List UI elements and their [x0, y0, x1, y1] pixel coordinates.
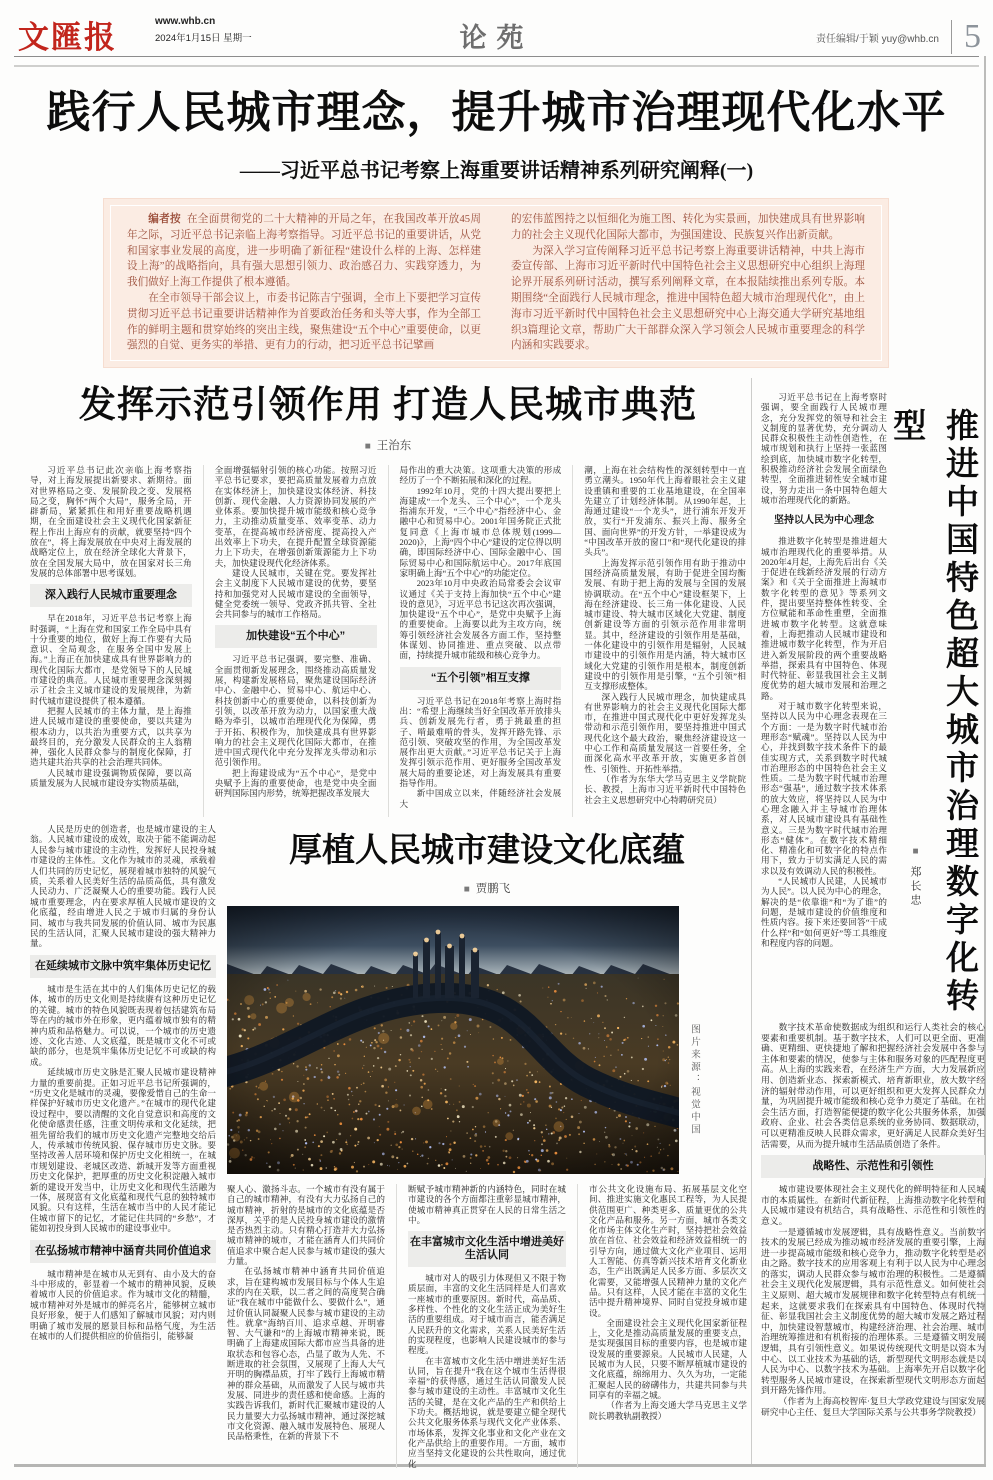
- article1-col1: [30, 465, 192, 817]
- paragraph: 全面建设社会主义现代化国家新征程上，文化是推动高质量发展的重要支点，是实现强国目标的重要内容，也是城市建设发展的重要源泉。人民城市人民建，人民城市为人民，只要不断厚植城市建设的文化底蕴，绵绵用力、久久为功，一定能汇聚起人民的磅礴伟力，共建共同参与共同享有的幸福之城。: [589, 1317, 747, 1400]
- page-number: 5: [951, 20, 981, 54]
- paragraph: 1992年10月，党的十四大提出要把上海建成“一个龙头、三个中心”，一个龙头指浦东开发，“三个中心”指经济中心、金融中心和贸易中心。2001年国务院正式批复同意《上海市城市总体规划(1999—2020)》，上海“四个中心”建设的定位得以明确，即国际经济中心、国际金融中心、国际贸易中心和国际航运中心。2017年底国家明确上海“五个中心”的功能定位。: [399, 485, 562, 578]
- newspaper-logo: 文匯报: [18, 20, 117, 55]
- aside-bottom: [761, 1022, 985, 1462]
- article-cultural-foundation: [227, 824, 747, 1468]
- paragraph: 把上海建设成为“五个中心”，是党中央赋予上海的重要使命，也是党中央全面研判国际国内形势，统筹把握改革发展大: [214, 767, 377, 799]
- paragraph: 深入践行人民城市理念，加快建成具有世界影响力的社会主义现代化国际大都市，在推进中国式现代化中更好发挥龙头带动和示范引领作用，要坚持推进中国式现代化这个最大政治，聚焦经济建设这一中心工作和高质量发展这一首要任务，全面深化高水平改革开放，实施更多首创性、引领性、开拓性举措。: [584, 691, 746, 774]
- author-note: （作者为上海高校智库·复旦大学政党建设与国家发展研究中心主任、复旦大学国际关系与公共事务学院教授）: [761, 1396, 985, 1417]
- paragraph: 对于城市数字化转型来说，坚持以人民为中心理念表现在三个方面：一是为数字时代城市治理形态“赋魂”。坚持以人民为中心，并找到数字技术条件下的最佳实现方式，关系到数字时代城市治理形态的中国特色社会主义性质。二是为数字时代城市治理形态“强基”，通过数字技术体系的放大效应，将坚持以人民为中心理念融入并主导城市治理体系，对人民城市建设具有基础性意义。三是为数字时代城市治理形态“健体”。在数字技术精细化、精准化和可数字化的特点作用下，致力于切实满足人民的需求以及有效调动人民的积极性。: [761, 701, 887, 876]
- paragraph: 把握人民城市的主体力量，是上海推进人民城市建设的重要使命，要以共建为根本动力，以共治为重要方式，以共享为最终目的，充分激发人民群众的主人翁精神，强化人民群众参与的制度化保障，打造共建共治共享的社会治理共同体。: [30, 705, 192, 768]
- aside-text-column: [761, 392, 887, 1016]
- masthead-date: 2024年1月15日 星期一: [155, 33, 252, 44]
- editor-note-col1: [127, 212, 481, 354]
- author-note: （作者为上海交通大学马克思主义学院长聘教轨副教授）: [589, 1400, 747, 1421]
- article3-author: 贾鹏飞: [475, 883, 511, 895]
- article1-col4: [572, 465, 746, 817]
- article3-col3: [396, 1184, 566, 1468]
- paragraph: “人民城市人民建，人民城市为人民”。以人民为中心的理念，解决的是“依靠谁”和“为了谁”的问题，是城市建设的价值维度和性质内容。接下来还要回答“干成什么样”和“如何更好”等工具维度和程度内容的问题。: [761, 876, 887, 948]
- article-demonstration-role: [30, 374, 746, 817]
- article3-col1: [30, 824, 216, 1462]
- article2-vertical-title: 推进中国特色超大城市治理数字化转型: [888, 408, 977, 1016]
- column-subhead: 在丰富城市文化生活中增进美好生活认同: [408, 1231, 566, 1267]
- paragraph: 在全市领导干部会议上，市委书记陈吉宁强调，全市上下要把学习宣传贯彻习近平总书记重要讲话精神作为首要政治任务和头等大事，作为全部工作的鲜明主题和贯穿始终的突出主线，聚焦建设“五个中心”重要使命，以更强烈的自觉、更务实的举措、更有力的行动，把习近平总书记擘画: [127, 292, 481, 352]
- masthead-rule-light: [14, 65, 979, 67]
- paragraph: 早在2018年，习近平总书记考察上海时强调，“上海在党和国家工作全局中具有十分重要的地位，做好上海工作要有大局意识、全局观念，在服务全国中发展上海。”上海正在加快建成具有世界影响力的现代化国际大都市，是党领导下的人民城市建设的典范。人民城市重要理念深刻揭示了社会主义城市建设的发展规律，为新时代城市建设提供了根本遵循。: [30, 613, 192, 706]
- paragraph: 推进数字化转型是推进超大城市治理现代化的重要举措。从2020年4月起，上海先后出台《关于促进在线新经济发展的行动方案》和《关于全面推进上海城市数字化转型的意见》等系列文件，提出要坚持整体性转变、全方位赋能和革命性重塑，全面推进城市数字化转型。这就意味着，上海把推动人民城市建设和推进城市数字化转型，作为开启进入新发展阶段的两个重要战略举措，探索具有中国特色、体现时代特征、彰显我国社会主义制度优势的超大城市发展和治理之路。: [761, 536, 887, 701]
- article2-author: 郑长忠: [909, 866, 921, 908]
- paragraph: 习近平总书记此次亲临上海考察指导，对上海发展提出新要求、新期待。面对世界格局之变、发展阶段之变、发展格局之变，胸怀“两个大局”，服务全局，开辟新局，紧紧抓住和用好重要战略机遇期，在全面建设社会主义现代化国家新征程上作出上海应有的贡献，就要坚持“四个放在”，将上海发展放在中央对上海发展的战略定位上，放在经济全球化大背景下，放在全国发展大局中，放在国家对长三角发展的总体部署中思考谋划。: [30, 465, 192, 578]
- author-marker-icon: ■: [364, 441, 371, 452]
- paragraph: 断赋予城市精神新的内涵特色，同时在城市建设的各个方面都注重彰显城市精神，使城市精神真正贯穿在人民的日常生活之中。: [408, 1184, 566, 1225]
- article1-columns: [30, 465, 746, 817]
- editor-note-box: [103, 198, 889, 368]
- article1-col2: [203, 465, 377, 817]
- column-subhead: 加快建设“五个中心”: [215, 625, 377, 648]
- paragraph: 为深入学习宣传阐释习近平总书记考察上海重要讲话精神，中共上海市委宣传部、上海市习近平新时代中国特色社会主义思想研究中心组织上海理论界开展系列研讨活动，撰写系列阐释文章，在本报陆续推出系列专版。本期围绕“全面践行人民城市理念，推进中国特色超大城市治理现代化”，由上海市习近平新时代中国特色社会主义思想研究中心上海交通大学研究基地组织3篇理论文章，帮助广大干部群众深入学习领会人民城市重要理念的科学内涵和实践要求。: [511, 245, 865, 352]
- article3-columns: [227, 1184, 747, 1468]
- article3-byline: [227, 880, 747, 896]
- paragraph: 2023年10月中央政治局常委会会议审议通过《关于支持上海加快“五个中心”建设的意见》，习近平总书记这次再次强调，加快建设“五个中心”，是党中央赋予上海的重要使命。上海要以此为主攻方向，统筹引领经济社会发展各方面工作，坚持整体谋划、协同推进、重点突破、以点带面，持续提升城市能级和核心竞争力。: [399, 578, 562, 661]
- responsible-editor: 责任编辑/于颖 yuy@whb.cn: [816, 33, 939, 45]
- paragraph: 全面增强辐射引领的核心功能。按照习近平总书记要求，要把高质量发展着力点放在实体经济上，加快建设实体经济、科技创新、现代金融、人力资源协同发展的产业体系。要加快提升城市能级和核心竞争力，主动推动质量变革、效率变革、动力变革，在提高城市经济密度、提高投入产出效率上下功夫，在提升配置全球资源能力上下功夫，在增强创新策源能力上下功夫，加快建设现代化经济体系。: [214, 465, 377, 568]
- paragraph: 城市对人的吸引力体现但又不限于物质层面，丰富的文化生活同样是人们喜欢一座城市的重要原因。新时代，高品质、多样性、个性化的文化生活正成为美好生活的重要组成。对于城市而言，能否满足人民跃升的文化需求，关系人民美好生活的实现程度，也影响人民建设城市的参与程度。: [408, 1273, 566, 1356]
- paragraph: 习近平总书记强调，要完整、准确、全面贯彻新发展理念，围绕推动高质量发展，构建新发展格局，聚焦建设国际经济中心、金融中心、贸易中心、航运中心、科技创新中心的重要使命，以科技创新为引领，以改革开放为动力，以国家重大战略为牵引，以城市治理现代化为保障，勇于开拓、积极作为，加快建成具有世界影响力的社会主义现代化国际大都市，在推进中国式现代化中充分发挥龙头带动和示范引领作用。: [214, 654, 377, 768]
- paragraph: 聚人心、激扬斗志。一个城市有没有属于自己的城市精神，有没有大力弘扬自己的城市精神，折射的是城市的文化底蕴是否深厚，关乎的是人民投身城市建设的激情是否热烈主动。只有精心打造并大力弘扬城市精神的城市，才能在涵育人们共同价值追求中聚合起人民参与城市建设的强大力量。: [227, 1184, 385, 1267]
- editor-note-col2: [511, 212, 865, 354]
- aside-column-rule: [751, 378, 752, 1464]
- column-subhead: 深入践行人民城市重要理念: [30, 584, 192, 607]
- paragraph: 的宏伟蓝图持之以恒细化为施工图、转化为实景画，加快建成具有世界影响力的社会主义现代化国际大都市，为强国建设、民族复兴作出新贡献。: [511, 214, 865, 241]
- paragraph: 建设人民城市，关键在党。要发挥社会主义制度下人民城市建设的优势，要坚持和加强党对人民城市建设的全面领导，健全党委统一领导、党政齐抓共管、全社会共同参与的城市工作格局。: [214, 567, 377, 620]
- author-marker-icon: ■: [910, 846, 921, 860]
- article3-title: 厚植人民城市建设文化底蕴: [289, 833, 685, 869]
- paragraph: 数字技术革命使数据成为组织和运行人类社会的核心要素和重要机制。基于数字技术，人们可以更全面、更准确、更精细、更快捷地了解和把握经济社会发展中各参与主体和要素的情况，使参与主体和服务对象的匹配程度更高。从上海的实践来看，在经济生产方面，大力发展新应用、创造新业态、探索新模式、培育新职业，放大数字经济的辐射带动作用，可以更好组织和更大发挥人民群众力量，为巩固提升城市能级和核心竞争力奠定了基础。在社会生活方面，打造智能便捷的数字化公共服务体系，加强政府、企业、社会各类信息系统的业务协同、数据联动，可以更精准反映人民群众需求，更好满足人民群众美好生活需要，从而为提升城市生活品质创造了条件。: [761, 1022, 985, 1149]
- author-note: （作者为东华大学马克思主义学院院长、教授，上海市习近平新时代中国特色社会主义思想研究中心特聘研究员）: [584, 773, 746, 805]
- paragraph: 一是遵循城市发展逻辑，具有战略性意义。当前数字技术的发展已经成为推动城市经济发展的重要引擎，上海进一步提高城市能级和核心竞争力，推动数字化转型是必由之路。数字技术的应用客观上有利于以人民为中心理念的落实，调动人民群众参与城市治理的积极性。二是遵循社会主义现代化发展逻辑，具有示范性意义。如何使社会主义原则、超大城市发展规律和数字化转型特点有机统一起来，这就要求我们在探索具有中国特色、体现时代特征、彰显我国社会主义制度优势的超大城市发展之路过程中，加快建设智慧城市，构建经济治理、社会治理、城市治理统筹推进和有机衔接的治理体系。三是遵循文明发展逻辑，具有引领性意义。如果说传统现代文明是以资本为中心、以工业技术为基础的话，新型现代文明形态就是以人民为中心、以数字技术为基础。上海率先开启以数字化转型服务人民城市建设，在探索新型现代文明形态方面起到开路先锋作用。: [761, 1226, 985, 1396]
- article1-title: 发挥示范引领作用 打造人民城市典范: [78, 385, 698, 426]
- editor-note-label: 编者按: [148, 214, 181, 225]
- paragraph: 人民是历史的创造者，也是城市建设的主人翁。人民城市建设的成效，取决于能不能调动起人民参与城市建设的主动性，发挥好人民投身城市建设的主体性。文化作为城市的灵魂，承载着人们共同的历史记忆，展现着城市独特的风貌气质，关系着人民美好生活的品质高低，具有激发人民动力、广泛凝聚人心的重要功能。践行人民城市重要理念，内在要求厚植人民城市建设的文化底蕴，经由增进人民之于城市归属的身份认同、城市与我共同发展的价值认同、城市为民惠民的生活认同，汇聚人民城市建设的强大精神力量。: [30, 824, 216, 949]
- paragraph: 在丰富城市文化生活中增进美好生活认同，旨在提升“我在这个城市生活得很幸福”的获得感，通过生活认同激发人民参与城市建设的主动性。丰富城市文化生活的关键，是在文化产品的生产和供给上下功夫。概括地说，就是要建立健全现代公共文化服务体系与现代文化产业体系、市场体系，发挥文化事业和文化产业在文化产品供给上的重要作用。一方面，城市应当坚持文化建设的公共性取向，通过优化: [408, 1355, 566, 1468]
- lead-headline-block: [0, 76, 993, 183]
- paragraph: 习近平总书记在2018年考察上海时指出：“希望上海继续当好全国改革开放排头兵、创新发展先行者，勇于挑最重的担子、啃最难啃的骨头，发挥开路先锋、示范引领、突破攻坚的作用，为全国改革发展作出更大贡献。”习近平总书记关于上海发挥引领示范作用、更好服务全国改革发展大局的重要论述，对上海发展具有重要指导作用。: [399, 695, 562, 789]
- article1-col3: [388, 465, 562, 817]
- paragraph: 上海发挥示范引领作用有助于推动中国经济高质量发展，有助于促进全国均衡发展、有助于把上海的发展与全国的发展协调联动。在“五个中心”建设框架下，上海在经济建设、长三角一体化建设、人民城市建设、特大城市区域化大党建、制度创新建设等方面的引领示范作用非常明显。其中，经济建设的引领作用是基础，一体化建设中的引领作用是辐射，人民城市建设中的引领作用是内涵，特大城市区域化大党建的引领作用是根本，制度创新建设中的引领作用是引擎，“五个引领”相互支撑形成整体。: [584, 557, 746, 692]
- author-marker-icon: ■: [463, 884, 470, 895]
- column-subhead: 坚持以人民为中心理念: [774, 515, 874, 527]
- paragraph: 城市建设要体现社会主义现代化的鲜明特征和人民城市的本质属性。在新时代新征程，上海推动数字化转型和人民城市建设有机结合，具有战略性、示范性和引领性的意义。: [761, 1184, 985, 1226]
- aside-top: [761, 378, 985, 1018]
- column-subhead: 战略性、示范性和引领性: [761, 1155, 985, 1178]
- article1-byline: [30, 437, 746, 453]
- page-subtitle: ——习近平总书记考察上海重要讲话精神系列研究阐释(一): [239, 160, 754, 182]
- article3-col2: [227, 1184, 385, 1468]
- masthead-website: www.whb.cn: [155, 16, 216, 27]
- paragraph: 人民城市建设强调物质保障，要以高质量发展为人民城市建设夯实物质基础，: [30, 767, 192, 789]
- masthead: [0, 6, 993, 54]
- column-subhead: 在弘扬城市精神中涵育共同价值追求: [30, 1240, 216, 1263]
- page-title: 践行人民城市理念，提升城市治理现代化水平: [46, 88, 947, 137]
- paragraph: 延续城市历史文脉是汇聚人民城市建设精神力量的重要前提。正如习近平总书记所强调的，“历史文化是城市的灵魂，要像爱惜自己的生命一样保护好城市历史文化遗产。”在城市的现代化建设过程中，要以清醒的文化自觉意识和高度的文化使命感责任感，注重文明传承和文化延续，把祖先留给我们的城市历史文化遗产完整地交给后人，传承城市传统风貌、保存城市历史文脉。要坚持改善人居环境和保护历史文化相统一，在城市规划建设、老城区改造、新城开发等方面重视历史文化保护，把厚重的历史文化积淀融入城市新的建设开发当中，让历史文化和现代生活融为一体，展现富有文化底蕴和现代气息的独特城市风貌。只有这样，生活在城市当中的人民才能记住城市留下的记忆，才能记住共同的“乡愁”，才能如初投身到人民城市的建设事业中。: [30, 1067, 216, 1234]
- paragraph: 潮，上海在社会结构性的深刻转型中一直勇立潮头。1950年代上海着眼社会主义建设重镇和重要的工业基地建设，在全国率先建立了计划经济体制。从1990年起，上海通过建设“一个龙头”，进行浦东开发开放，实行“开发浦东、振兴上海、服务全国、面向世界”的开发方针，一举建设成为“中国改革开放的窗口”和“现代化建设的排头兵”。: [584, 465, 746, 558]
- paragraph: 习近平总书记在上海考察时强调，要全面践行人民城市理念，充分发挥党的领导和社会主义制度的显著优势，充分调动人民群众积极性主动性创造性，在城市规划和执行上坚持一张蓝图绘到底，加快城市数字化转型，积极推动经济社会发展全面绿色转型，全面推进韧性安全城市建设，努力走出一条中国特色超大城市治理现代化的新路。: [761, 392, 887, 505]
- article-digital-transformation: [761, 378, 985, 1464]
- article1-author: 王治东: [376, 440, 412, 452]
- paragraph: 城市精神是在城市从无到有、由小及大的奋斗中形成的，彰显着一个城市的精神风貌，反映着城市人民的价值追求。作为城市文化的精髓，城市精神对外是城市的鲜亮名片，能够树立城市良好形象，便于人们感知了解城市风貌；对内则明确了城市发展的愿景目标和品格气度，为生活在城市的人们提供相应的价值指引，能够凝: [30, 1268, 216, 1342]
- photo-caption: 图片来源：视觉中国: [689, 1024, 700, 1137]
- photo-shanghai-night: [227, 906, 679, 1174]
- paragraph: 局作出的重大决策。这项重大决策的形成经历了一个不断拓展和深化的过程。: [399, 465, 562, 486]
- paragraph: 市公共文化设施布局、拓展基层文化空间、推进实施文化惠民工程等，为人民提供范围更广、种类更多、质量更优的公共文化产品和服务。另一方面，城市各类文化市场主体文化生产时，坚持把社会效益放在首位、社会效益和经济效益相统一的引导方向，通过做大文化产业项目、运用人工智能、仿真等新兴技术培育文化新业态，生产出既满足人民多方面、多层次文化需要，又能增强人民精神力量的文化产品。只有这样，人民才能在丰富的文化生活中提升精神境界、同时自觉投身城市建设。: [589, 1184, 747, 1318]
- paragraph: 在弘扬城市精神中涵育共同价值追求，旨在建构城市发展目标与个体人生追求的内在关联，以二者之间的高度契合确证“我在城市中能做什么、要做什么”，通过价值认同凝聚人民参与城市建设的主动性。就拿“海纳百川、追求卓越、开明睿智、大气谦和”的上海城市精神来说，既明确了上海建成国际大都市应当具备的进取状态和包容心态，凸显了敢为人先、不断进取的社会氛围，又展现了上海人大气开明的胸襟品质，打牢了践行上海城市精神的群众基础，从而激发了人民与城市共发展、同进步的责任感和使命感。上海的实践告诉我们，新时代汇聚城市建设的人民力量要大力弘扬城市精神，通过深挖城市文化资源、融入城市发展特色、展现人民品格秉性，在新的背景下不: [227, 1266, 385, 1442]
- column-subhead: “五个引领”相互支撑: [400, 667, 562, 690]
- column-subhead: 在延续城市文脉中筑牢集体历史记忆: [30, 955, 216, 978]
- photo-block: [227, 906, 700, 1174]
- paragraph: 新中国成立以来，伴随经济社会发展大: [399, 788, 562, 809]
- paragraph: 编者按 在全面贯彻党的二十大精神的开局之年，在我国改革开放45周年之际，习近平总书记亲临上海考察指导。习近平总书记的重要讲话，从党和国家事业发展的高度，进一步明确了新征程“建设什么样的上海、怎样建设上海”的战略指向，具有强大思想引领力、政治感召力、实践穿透力，为我们做好上海工作提供了根本遵循。: [127, 214, 481, 289]
- editor-note-body: [127, 212, 865, 354]
- paragraph: 城市是生活在其中的人们集体历史记忆的载体，城市的历史文化则是持续赓有这种历史记忆的关键。城市的特色风貌既表现着包括建筑布局等在内的城市外在形象，更内蕴着城市独有的精神内质和品格魅力。可以说，一个城市的历史遗迹、文化古迹、人文底蕴，既是城市文化不可或缺的部分，也是筑牢集体历史记忆不可或缺的构成。: [30, 983, 216, 1067]
- article3-col4: [577, 1184, 747, 1468]
- masthead-rule-dark: [14, 56, 979, 57]
- masthead-right: [816, 20, 981, 54]
- section-title: 论苑: [459, 23, 534, 53]
